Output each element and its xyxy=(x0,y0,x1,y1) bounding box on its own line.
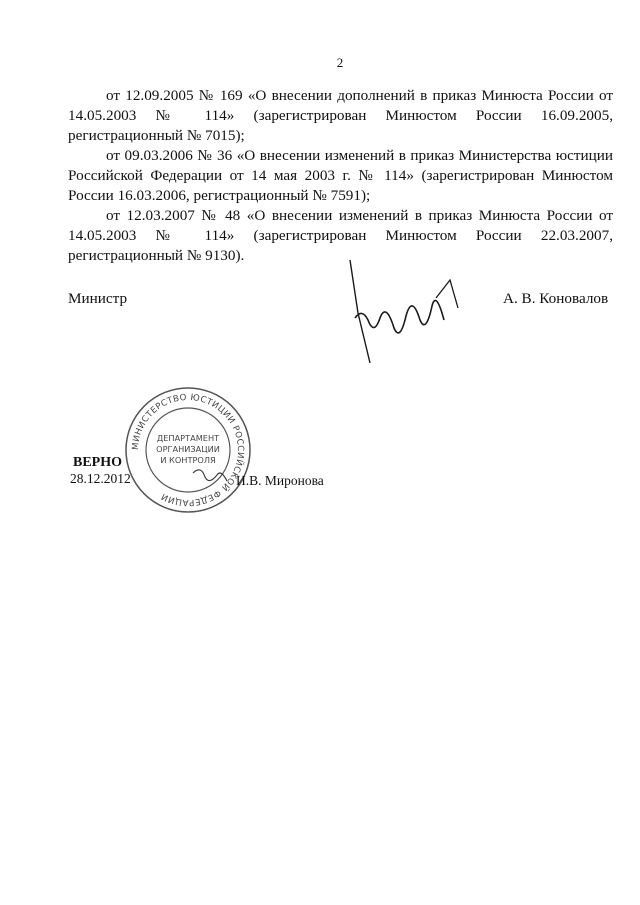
order-paragraph-1: от 12.09.2005 № 169 «О внесении дополнений в приказ Минюста России от 14.05.2003 № 114» (зарегистрирован Минюстом России 16.09.2005, регистрационный № 7015); xyxy=(68,87,613,144)
minister-title: Министр xyxy=(68,290,128,307)
certification-label: ВЕРНО xyxy=(73,455,123,470)
stamp-center-line-1: ДЕПАРТАМЕНТ xyxy=(156,433,220,443)
certifier-name: И.В. Миронова xyxy=(236,473,324,488)
minister-name: А. В. Коновалов xyxy=(503,290,609,307)
handwritten-signature xyxy=(340,258,470,368)
stamp-ring-text: МИНИСТЕРСТВО ЮСТИЦИИ РОССИЙСКОЙ ФЕДЕРАЦИИ xyxy=(130,392,246,508)
order-paragraph-2: от 09.03.2006 № 36 «О внесении изменений в приказ Министерства юстиции Российской Федерации от 14 мая 2003 г. № 114» (зарегистрирован Минюстом России 16.03.2006, регистрационный № 7591); xyxy=(68,147,613,204)
order-paragraph-3: от 12.03.2007 № 48 «О внесении изменений в приказ Минюста России от 14.05.2003 № 114» (зарегистрирован Минюстом России 22.03.2007, регистрационный № 9130). xyxy=(68,207,613,264)
page-number: 2 xyxy=(336,55,344,70)
certification-date: 28.12.2012 xyxy=(70,471,131,486)
official-stamp xyxy=(123,385,253,515)
stamp-center-line-2: ОРГАНИЗАЦИИ xyxy=(156,444,220,454)
stamp-center-line-3: И КОНТРОЛЯ xyxy=(160,455,216,465)
document-body xyxy=(68,86,613,266)
